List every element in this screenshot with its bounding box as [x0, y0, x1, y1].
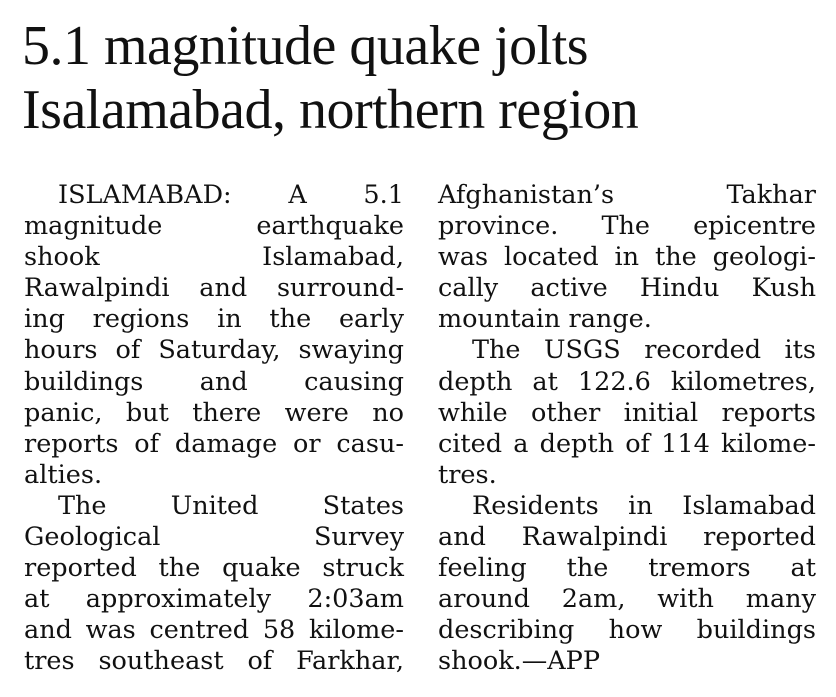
article-text-line: around 2am, with many: [438, 584, 816, 615]
article-text-line: alties.: [24, 459, 103, 490]
article-text-line: The USGS recorded its: [472, 335, 816, 366]
article-text-line: The United States: [58, 490, 404, 521]
article-text-line: tres southeast of Farkhar,: [24, 646, 404, 677]
article-text-line: cally active Hindu Kush: [438, 273, 816, 304]
article-text-line: cited a depth of 114 kilome-: [438, 428, 816, 459]
article-text-line: and was centred 58 kilome-: [24, 615, 404, 646]
article-text-line: shook.—APP: [438, 646, 601, 677]
article-text-line: reported the quake struck: [24, 553, 404, 584]
article-text-line: feeling the tremors at: [438, 553, 816, 584]
article-text-line: depth at 122.6 kilometres,: [438, 366, 816, 397]
article-text-line: at approximately 2:03am: [24, 584, 404, 615]
article-text-line: ing regions in the early: [24, 304, 404, 335]
article-text-line: province. The epicentre: [438, 211, 816, 242]
headline-line: Isalamabad, northern region: [22, 79, 639, 141]
article-text-line: describing how buildings: [438, 615, 816, 646]
article-text-line: magnitude earthquake: [24, 211, 404, 242]
headline: [22, 14, 822, 142]
article-text-line: Geological Survey: [24, 522, 404, 553]
article-text-line: Residents in Islamabad: [472, 490, 816, 521]
article-text-line: and Rawalpindi reported: [438, 522, 816, 553]
article-text-line: hours of Saturday, swaying: [24, 335, 404, 366]
article-text-line: was located in the geologi-: [438, 242, 816, 273]
article-text-line: panic, but there were no: [24, 397, 404, 428]
headline-line: 5.1 magnitude quake jolts: [22, 15, 589, 77]
article-text-line: while other initial reports: [438, 397, 816, 428]
article-text-line: ISLAMABAD: A 5.1: [58, 180, 404, 210]
article-column-right: [438, 180, 816, 678]
article-text-line: Rawalpindi and surround-: [24, 273, 404, 304]
article-text-line: shook Islamabad,: [24, 242, 404, 273]
article-text-line: tres.: [438, 459, 497, 490]
article-text-line: buildings and causing: [24, 366, 404, 397]
article-text-line: Afghanistan’s Takhar: [438, 180, 816, 210]
article-column-left: [24, 180, 404, 678]
article-text-line: reports of damage or casu-: [24, 428, 404, 459]
article-text-line: mountain range.: [438, 304, 652, 335]
